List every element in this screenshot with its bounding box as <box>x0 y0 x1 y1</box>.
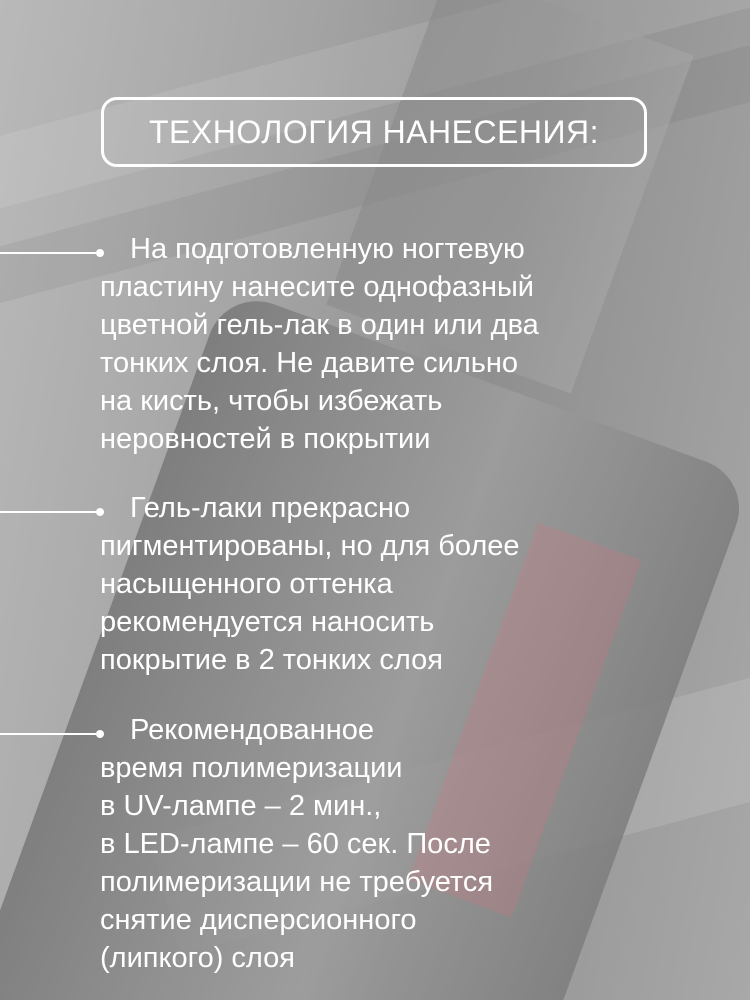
bullet-text-line: тонких слоя. Не давите сильно <box>100 347 519 379</box>
bullet-text-line: насыщенного оттенка <box>100 568 393 600</box>
bullet-text-line: в LED-лампе – 60 сек. После <box>100 828 491 860</box>
bullet-text-line: На подготовленную ногтевую <box>130 233 525 265</box>
title-frame <box>101 97 647 167</box>
bullet-text-line: неровностей в покрытии <box>100 423 431 455</box>
bullet-text-line: снятие дисперсионного <box>100 904 417 936</box>
bullet-text-line: покрытие в 2 тонких слоя <box>100 644 443 676</box>
bullet-text <box>100 489 740 679</box>
bullet-text-line: полимеризации не требуется <box>100 866 494 898</box>
bullet-line <box>0 252 96 254</box>
bullet-text-line: время полимеризации <box>100 752 403 784</box>
bullet-text-line: (липкого) слоя <box>100 942 295 974</box>
bullet-text-line: пластину нанесите однофазный <box>100 271 535 303</box>
bullet-line <box>0 511 96 513</box>
bullet-text-line: цветной гель-лак в один или два <box>100 309 539 341</box>
page-title: ТЕХНОЛОГИЯ НАНЕСЕНИЯ: <box>148 113 600 150</box>
bullet-text-line: в UV-лампе – 2 мин., <box>100 790 382 822</box>
bullet-text <box>100 711 740 977</box>
bullet-text-line: Рекомендованное <box>130 714 374 746</box>
bullet-text <box>100 230 740 458</box>
bullet-text-line: Гель-лаки прекрасно <box>130 492 411 524</box>
bullet-line <box>0 733 96 735</box>
bullet-text-line: рекомендуется наносить <box>100 606 435 638</box>
bullet-text-line: на кисть, чтобы избежать <box>100 385 443 417</box>
bullet-text-line: пигментированы, но для более <box>100 530 520 562</box>
